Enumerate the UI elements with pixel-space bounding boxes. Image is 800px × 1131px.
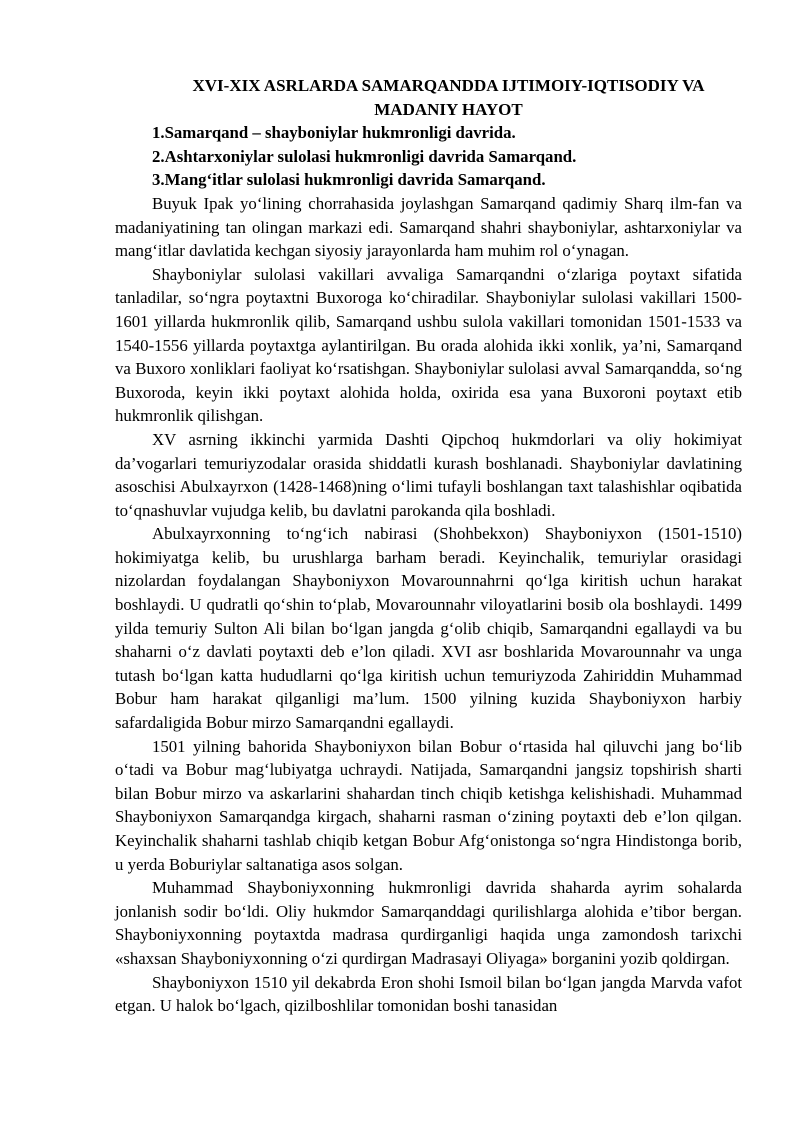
body-paragraph: Abulxayrxonning to‘ng‘ich nabirasi (Shohbekxon) Shayboniyxon (1501-1510) hokimiyatga kelib, bu urushlarga barham beradi. Keyinchalik, temuriylar orasidagi nizolardan foydalangan Shayboniyxon Movarounnahrni qo‘lga kiritish uchun harakat boshlaydi. U qudratli qo‘shin to‘plab, Movarounnahr viloyatlarini bosib ola boshlaydi. 1499 yilda temuriy Sulton Ali bilan bo‘lgan jangda g‘olib chiqib, Samarqandni egallaydi va bu shaharni o‘z davlati poytaxti deb e’lon qiladi. XVI asr boshlarida Movarounnahr va unga tutash bo‘lgan katta hududlarni qo‘lga kiritish uchun temuriyzoda Zahiriddin Muhammad Bobur ham harakat qilganligi ma’lum. 1500 yilning kuzida Shayboniyxon harbiy safardaligida Bobur mirzo Samarqandni egallaydi. — [115, 524, 742, 733]
body-paragraph: XV asrning ikkinchi yarmida Dashti Qipchoq hukmdorlari va oliy hokimiyat da’vogarlari temuriyzodalar orasida shiddatli kurash boshlanadi. Shayboniylar davlatining asoschisi Abulxayrxon (1428-1468)ning o‘limi tufayli boshlangan taxt talashishlar oqibatida to‘qnashuvlar vujudga kelib, bu davlatni parokanda qila boshladi. — [115, 429, 742, 520]
topic-outline — [115, 121, 742, 192]
body-paragraph: Muhammad Shayboniyxonning hukmronligi davrida shaharda ayrim sohalarda jonlanish sodir bo‘ldi. Oliy hukmdor Samarqanddagi qurilishlarga alohida e’tibor bergan. Shayboniyxonning poytaxtda madrasa qurdirganligi haqida unga zamondosh tarixchi «shaxsan Shayboniyxonning o‘zi qurdirgan Madrasayi Oliyaga» borganini yozib qoldirgan. — [115, 878, 742, 968]
body-paragraph: Shayboniyxon 1510 yil dekabrda Eron shohi Ismoil bilan bo‘lgan jangda Marvda vafot etgan. U halok bo‘lgach, qizilboshlilar tomonidan boshi tanasidan — [115, 972, 742, 1016]
outline-item: 2.Ashtarxoniylar sulolasi hukmronligi davrida Samarqand. — [152, 146, 577, 166]
body-paragraph: Buyuk Ipak yo‘lining chorrahasida joylashgan Samarqand qadimiy Sharq ilm-fan va madaniyatining tan olingan markazi edi. Samarqand shahri shayboniylar, ashtarxoniylar va mang‘itlar davlatida kechgan siyosiy jarayonlarda ham muhim rol o‘ynagan. — [115, 193, 742, 261]
outline-item: 1.Samarqand – shayboniylar hukmronligi davrida. — [152, 123, 516, 143]
body-paragraph: Shayboniylar sulolasi vakillari avvaliga Samarqandni o‘zlariga poytaxt sifatida tanladilar, so‘ngra poytaxtni Buxoroga ko‘chiradilar. Shayboniylar sulolasi vakillari 1500-1601 yillarda hukmronlik qilib, Samarqand ushbu sulola vakillari tomonidan 1501-1533 va 1540-1556 yillarda poytaxtga aylantirilgan. Bu orada alohida ikki xonlik, ya’ni, Samarqand va Buxoro xonliklari faoliyat ko‘rsatishgan. Shayboniylar sulolasi avval Samarqandda, so‘ng Buxoroda, keyin ikki poytaxt alohida holda, oxirida esa yana Buxoroni poytaxt etib hukmronlik qilishgan. — [115, 264, 742, 426]
document-page — [115, 74, 742, 1018]
outline-item: 3.Mang‘itlar sulolasi hukmronligi davrida Samarqand. — [152, 170, 546, 190]
document-title: XVI-XIX ASRLARDA SAMARQANDDA IJTIMOIY-IQTISODIY VA MADANIY HAYOT — [192, 76, 705, 119]
body-paragraph: 1501 yilning bahorida Shayboniyxon bilan Bobur o‘rtasida hal qiluvchi jang bo‘lib o‘tadi va Bobur mag‘lubiyatga uchraydi. Natijada, Samarqandni jangsiz topshirish sharti bilan Bobur mirzo va askarlarini shahardan tinch chiqib ketishga kelishishadi. Muhammad Shayboniyxon Samarqandga kirgach, shaharni rasman o‘zining poytaxti deb e’lon qilgan. Keyinchalik shaharni tashlab chiqib ketgan Bobur Afg‘onistonga so‘ngra Hindistonga borib, u yerda Boburiylar saltanatiga asos solgan. — [115, 736, 742, 874]
